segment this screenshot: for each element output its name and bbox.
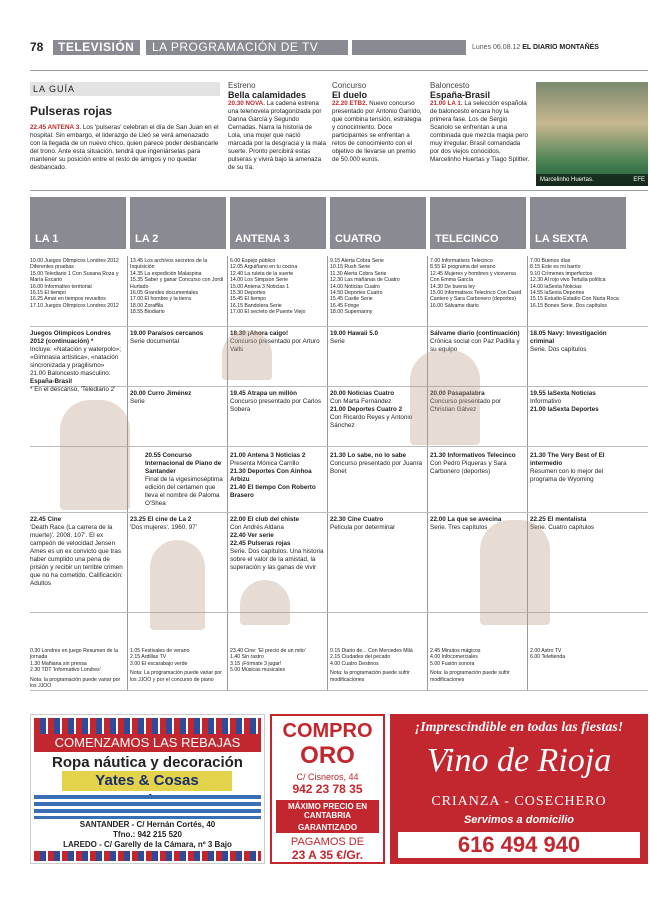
night-block [145,452,226,508]
schedule-line: 14.00 Noticias Cuatro [330,283,380,290]
feature-genre: Concurso [332,81,367,90]
schedule-line: 16.15 Bones Serie. Dos capítulos [530,302,607,309]
program-desc: Serie [330,338,345,345]
program-desc: Resumen con lo mejor del programa de Wyoming [530,468,604,483]
ad2-l3: MÁXIMO PRECIO EN CANTABRIA [276,800,379,822]
photo-caption [536,174,648,186]
program-desc: Concurso presentado por Carlos Sobera [230,398,322,413]
schedule-line: 0.15 Diario de... Con Mercedes Milá [330,648,413,654]
late-block [330,516,426,532]
basketball-player-photo [60,400,130,510]
schedule-line: 11.30 Alerta Cobra Serie [330,270,387,277]
schedule-line: 1.05 Festivales de verano [130,648,190,654]
program-desc: Película por determinar [330,524,396,531]
ad3-l1: ¡Imprescindible en todas las fiestas! [414,720,624,735]
afternoon-block [330,330,426,346]
schedule-line: 6.00 Espejo público [230,258,276,264]
program-desc: Serie. Tres capítulos [430,524,488,531]
schedule-line: 12.40 La ruleta de la suerte [230,270,294,277]
program-title: 22.45 Pulseras rojas [230,540,291,547]
overnight-schedule [430,648,526,683]
late-block [130,516,226,532]
schedule-line: 15.45 El tiempo [230,296,267,303]
morning-schedule [530,258,626,309]
afternoon-block [530,330,626,354]
feature-time: 21.00 LA 1. [430,100,463,107]
program-desc: Con Andrés Aldana [230,524,284,531]
program-title: 19.00 Hawaii 5.0 [330,330,378,337]
program-title: 19.45 Atrapa un millón [230,390,297,397]
program-title: 22.25 El mentalista [530,516,587,523]
program-desc: * En el descanso, 'Telediario 2' [30,386,116,393]
row-divider [30,690,648,691]
actress-photo [150,540,205,630]
column-divider [327,256,328,690]
schedule-line: 4.00 Infocomerciales [430,654,478,661]
schedule-line: 23.40 Cine: 'El precio de un mito' [230,648,306,654]
section-title: TELEVISIÓN [53,40,140,55]
schedule-line: 12.30 Al rojo vivo Tertulia política [530,277,606,284]
flag-strip [34,851,261,861]
subsection-title: LA PROGRAMACIÓN DE TV [146,40,348,55]
feature-time: 22.20 ETB2. [332,100,368,107]
program-desc: Concurso presentado por Christian Gálvez [430,398,502,413]
page-number: 78 [30,40,44,54]
feature-body: La selección española de baloncesto encara hoy la primera fase. Los de Sergio Scariolo se enfrentan a una combinada que mezcla magia pero muy irregular. Brasil comandada por dos viejos conocidos, Marcelinho Huertas y Tiago Splitter. [430,100,530,163]
late-block [530,516,626,532]
schedule-line: 9.10 Crímenes imperfectos [530,270,593,277]
channel-header-4[interactable]: TELECINCO [430,197,526,249]
separator [30,70,648,71]
schedule-line: 15.30 Deportes [230,290,266,297]
ad2-l6: 23 A 35 €/Gr. [291,848,364,862]
schedule-line: 15.45 Castle Serie [330,296,373,303]
schedule-line: 18.00 Zoraffila [130,302,164,309]
program-title: 22.00 La que se avecina [430,516,502,523]
program-title: 21.30 Deportes Con Ainhoa Arbizu [230,468,312,483]
schedule-line: 4.00 Cuatro Destinos [330,660,379,667]
feature-genre: Baloncesto [430,81,470,90]
program-desc: 'Death Race (La carrera de la muerte)'. 2008. 107'. El ex campeón de velocidad Jensen Ames es un ex convicto que tras haber cumplido una pena de prisión y recibir un terrible crimen que no ha cometido. Calificación: Adultos [30,524,123,587]
late-block [30,516,126,588]
ad3-l4: Servimos a domicilio [463,814,575,826]
schedule-line: 7.00 Informativos Telecinco [430,258,493,264]
header-bar [352,40,466,55]
overnight-schedule [230,648,326,674]
schedule-line: 14.55 laSexta Deportes [530,290,585,297]
program-title: 20.00 Noticias Cuatro [330,390,395,397]
schedule-line: 3.00 El escarabajo verde [130,660,188,667]
schedule-line: 5.00 Fusión sonora [430,660,475,667]
schedule-line: 15.00 Antena 3 Noticias 1 [230,283,290,290]
schedule-line: 12.45 Mujeres y hombres y viceversa Con Emma García [430,270,516,284]
feature-body: La cadena estrena una telenovela protagonizada por Danna García y Segundo Cernadas. Narra la historia de Lola, una mujer que nació marcada por la desgracia y la mala suerte. Pronto percibirá estas pulseras y vivirá bajo la amenaza de su tía. [228,100,326,171]
schedule-line: 16.15 Bandolera Serie [230,302,282,309]
schedule-line: 14.50 Deportes Cuatro [330,290,383,297]
afternoon-block [30,330,126,394]
ad3-phone: 616 494 940 [398,832,640,858]
schedule-line: 10.00 Juegos Olímpicos Londres 2012 Diferentes pruebas [30,258,119,271]
program-desc: Concurso presentado por Juanra Bonet [330,460,423,475]
program-title: 21.30 Informativos Telecinco [430,452,516,459]
player-photo [536,82,648,186]
ad-vino-rioja[interactable] [390,714,648,864]
ad1-addr1: SANTANDER - C/ Hernán Cortés, 40 [79,820,216,829]
program-title: 21.00 Antena 3 Noticias 2 [230,452,306,459]
program-title: Juegos Olímpicos Londres 2012 (continuación) * [30,330,111,345]
program-title: 20.00 Pasapalabra [430,390,485,397]
schedule-line: 14.35 La expedición Malaspina [130,270,202,277]
schedule-note: Nota: la programación puede sufrir modificaciones [430,670,510,683]
program-title: 18.05 Navy: Investigación criminal [530,330,607,345]
program-title: 22.30 Cine Cuatro [330,516,384,523]
ad3-l2: Vino de Rioja [426,742,612,779]
schedule-line: 16.45 Fringe [330,302,360,309]
program-title: 21.30 The Very Best of El intermedio [530,452,605,467]
row-divider [30,612,648,613]
actor-photo [240,580,290,625]
schedule-line: 3.15 ¡Fórmate 3 jugar! [230,660,282,667]
evening-block [130,390,226,406]
program-title: 18.30 ¡Ahora caigo! [230,330,289,337]
feature-title: El duelo [332,90,368,100]
schedule-line: 2.00 Astro TV [530,648,562,654]
program-desc: Presenta Mónica Carrillo [230,460,299,467]
program-title: 19.55 laSexta Noticias [530,390,596,397]
evening-block [230,390,326,414]
program-title: 19.00 Paraísos cercanos [130,330,204,337]
ad2-l2: ORO [300,742,355,769]
schedule-line: 16.15 El tiempo [30,290,67,297]
schedule-line: 2.45 Minutos mágicos [430,648,481,654]
separator [30,190,648,191]
program-title: 22.00 El club del chiste [230,516,299,523]
feature-2 [332,82,424,164]
feature-title: Bella calamidades [228,90,307,100]
program-desc: Crónica social con Paz Padilla y su equipo [430,338,520,353]
program-title: 23.25 El cine de La 2 [130,516,192,523]
ad1-phone1: Tfno.: 942 215 520 [113,830,182,839]
program-title: España-Brasil [30,378,72,385]
schedule-line: 7.00 Buenos días [530,258,571,264]
photo-credit: EFE [633,177,645,183]
guia-title: Pulseras rojas [30,104,113,118]
schedule-line: 6.00 Teletienda [530,654,566,661]
schedule-line: 9.15 Alerta Cobra Serie [330,258,384,264]
guia-text: Los 'pulseras' celebran el día de San Juan en el hospital. Sin embargo, el liderazgo de Lleó se verá amenazado con la llegada de un nuevo chico, quien parece poder desbancarle del trono. Ante esta situación, tendrá que ingeniárselas para mantener su posición entre el resto de amigos y no quedar desbancado. [30,124,219,171]
channel-header-5[interactable]: LA SEXTA [530,197,626,249]
ad3-l3: CRIANZA - COSECHERO [431,794,607,809]
evening-block [530,390,626,414]
ad2-l4: GARANTIZADO [276,822,379,833]
program-desc: Serie documental [130,338,180,345]
morning-schedule [430,258,526,309]
night-block [230,452,326,500]
late-block [230,516,326,572]
program-title: 20.00 Curro Jiménez [130,390,192,397]
header-date [472,40,650,55]
overnight-schedule [330,648,426,683]
feature-genre: Estreno [228,81,256,90]
column-divider [427,256,428,690]
overnight-schedule [530,648,626,661]
program-desc: Con Marta Fernández [330,398,392,405]
row-divider [30,512,648,513]
schedule-line: 8.55 El programa del verano [430,264,496,271]
overnight-schedule [30,648,126,689]
program-desc: Con Ricardo Reyes y Antonio Sánchez [330,414,413,429]
schedule-line: 14.00 laSexta Noticias [530,283,582,290]
ad2-l5: PAGAMOS DE [290,836,365,848]
night-block [430,452,526,476]
program-desc: Serie [130,398,145,405]
guia-label: LA GUÍA [30,82,220,96]
schedule-line: 16.00 Sálvame diario [430,302,479,309]
program-title: Sálvame diario (continuación) [430,330,520,337]
channel-header-1[interactable]: LA 2 [130,197,226,249]
program-desc: Con Pedro Piqueras y Sara Carbonero (deportes) [430,460,507,475]
program-title: 22.45 Cine [30,516,62,523]
ad1-line2: Ropa náutica y decoración [52,754,243,771]
presenter-photo [410,350,480,445]
schedule-line: 16.05 Grandes documentales [130,290,199,297]
schedule-line: 15.00 Telediario 1 Con Susana Roza y María Escario [30,270,119,284]
ad-compro-oro[interactable] [270,714,385,864]
ad1-addr2: LAREDO - C/ Garelly de la Cámara, nº 3 Bajo [63,840,232,849]
program-desc: Concurso presentado por Arturo Valls [230,338,320,353]
guia-time: 22.45 ANTENA 3. [30,124,82,131]
schedule-line: 17.00 El hombre y la tierra [130,296,191,303]
program-title: 21.00 laSexta Deportes [530,406,599,413]
schedule-line: 12.05 Arguiñano en tu cocina [230,264,298,271]
schedule-line: 15.35 Saber y ganar Concurso con Jordi Hurtado [130,277,224,290]
schedule-line: 13.45 Los archivos secretos de la Inquisición [130,258,208,271]
schedule-line: 17.00 El secreto de Puente Viejo [230,309,306,316]
program-title: 22.40 Ver serie [230,532,274,539]
program-title: 20.55 Concurso Internacional de Piano de Santander [145,452,222,475]
feature-3 [430,82,530,164]
schedule-line: 14.00 Los Simpson Serie [230,277,288,284]
schedule-line: 15.00 Informativos Telecinco Con David Cantero y Sara Carbonero (deportes) [430,290,522,303]
schedule-line: 8.15 Este es mi barrio [530,264,581,271]
ad2-l1: COMPRO [282,720,373,742]
schedule-line: 1.40 Sin rastro [230,654,264,661]
feature-1 [228,82,326,172]
waves-graphic [34,795,261,819]
program-desc: Informativo [530,398,562,405]
schedule-line: 2.15 Ciudades del pecado [330,654,391,661]
schedule-line: 16.00 Informativo territorial [30,283,92,290]
schedule-line: 1.30 Mañiana sin prensa [30,660,87,667]
ad1-brand: Yates & Cosas [62,771,232,791]
program-desc: Serie. Dos capítulos [530,346,587,353]
schedule-line: 5.00 Músicas musicales [230,667,286,674]
morning-schedule [230,258,326,316]
feature-title: España-Brasil [430,90,491,100]
overnight-schedule [130,648,226,683]
afternoon-block [130,330,226,346]
schedule-line: 18.00 Supernanny [330,309,373,316]
channel-header-0[interactable]: LA 1 [30,197,126,249]
program-title: 21.30 Lo sabe, no lo sabe [330,452,406,459]
program-time: 21.00 Baloncesto masculino: [30,370,111,377]
row-divider [30,326,648,327]
channel-header-2[interactable]: ANTENA 3 [230,197,326,249]
morning-schedule [330,258,426,316]
program-title: 21.40 El tiempo Con Roberto Brasero [230,484,316,499]
schedule-line: 0.30 Londres en juego Resumen de la jornada [30,648,118,661]
ad1-headline: COMENZAMOS LAS REBAJAS [34,734,261,752]
column-divider [227,256,228,690]
schedule-note: Nota: la programación puede variar por los JJOO [30,676,121,690]
newspaper-name: EL DIARIO MONTAÑÉS [522,44,599,51]
flag-strip [34,718,261,734]
schedule-line: 2.15 Ardillas TV [130,654,167,661]
schedule-line: 18.55 Biodiario [130,309,165,316]
ad2-phone: 942 23 78 35 [292,782,363,796]
presenter-photo [222,330,272,380]
schedule-line: 14.30 De buena ley [430,283,475,290]
caption-text: Marcelinho Huertas. [540,177,594,183]
schedule-line: 17.10 Juegos Olímpicos Londres 2012 [30,302,119,309]
morning-schedule [30,258,126,309]
schedule-line: 15.15 Estudio Estadio Con Nuria Roca [530,296,619,303]
ad2-address: C/ Cisneros, 44 [296,772,359,782]
guia-body [30,124,220,172]
schedule-line: 12.30 Las mañanas de Cuatro [330,277,400,284]
schedule-line: 2.30 TDT 'Informativo Londres' [30,667,101,674]
date-text: Lunes 06.08.12 [472,44,521,51]
program-desc: 'Dos mujeres'. 1960. 97' [130,524,197,531]
feature-body: Nuevo concurso presentado por Antonio Garrido, que combina tensión, estrategia y conocimiento. Doce participantes se enfrentan a retos de conocimiento con el objetivo de llevarse un premio de 50.000 euros. [332,100,422,163]
schedule-line: 16.25 Amar en tiempos revueltos [30,296,106,303]
program-desc: Serie. Dos capítulos. Una historia sobre el valor de la amistad, la superación y las ganas de vivir [230,548,324,571]
schedule-note: Nota: la programación puede sufrir modificaciones [330,670,410,683]
night-block [530,452,626,484]
schedule-note: Nota: La programación puede variar por los JJOO y por el concurso de piano [130,670,222,683]
night-block [330,452,426,476]
morning-schedule [130,258,226,316]
program-desc: Serie. Cuatro capítulos [530,524,595,531]
program-desc: Incluye: «Natación y waterpolo»; «Gimnasia artística», «natación sincronizada y pragilismo» [30,346,122,369]
program-title: 21.00 Deportes Cuatro 2 [330,406,403,413]
program-desc: Final de la vigesimoséptima edición del certamen que lleva el nombre de Paloma O'Shea [145,476,223,507]
actress-photo [480,520,550,625]
schedule-line: 10.15 Rush Serie [330,264,371,271]
channel-header-3[interactable]: CUATRO [330,197,426,249]
feature-time: 20.30 NOVA. [228,100,265,107]
